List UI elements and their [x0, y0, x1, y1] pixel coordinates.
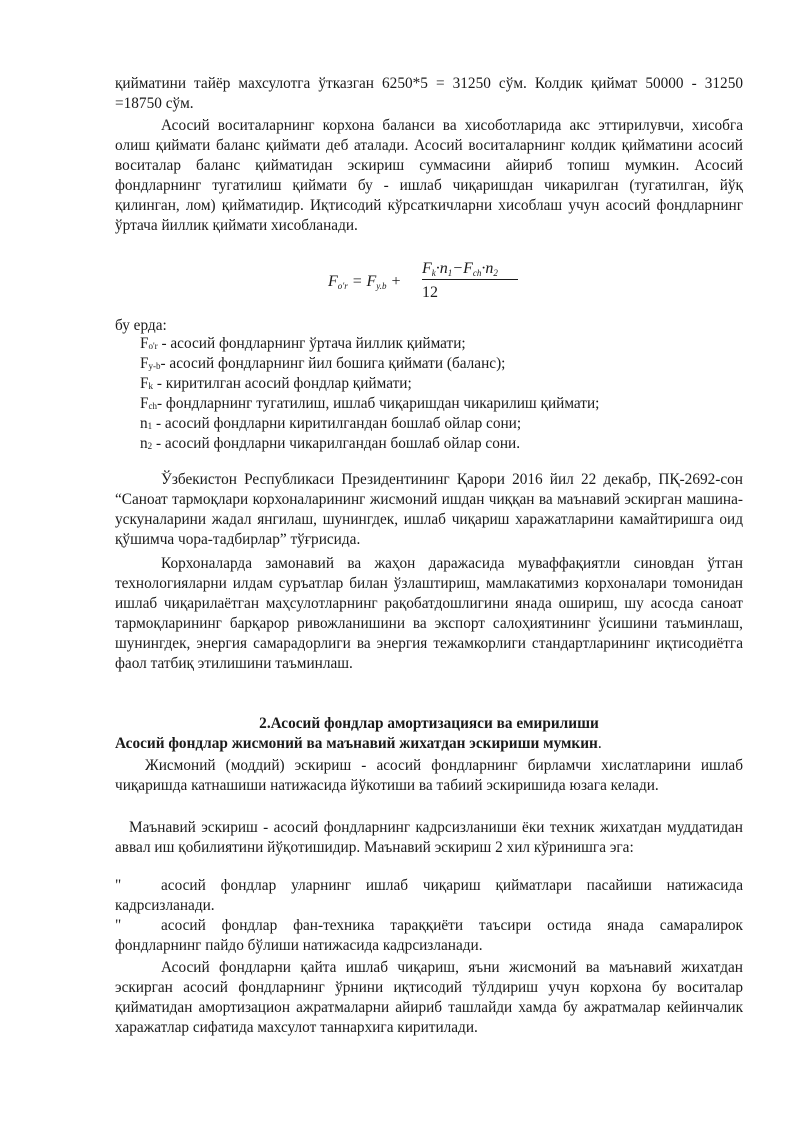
paragraph-reproduction: Асосий фондларни қайта ишлаб чиқариш, яъни жисмоний ва маънавий жихатдан эскирган асосий фондларнинг ўрнини иқтисодий тўлдириш учун корхона бу воситалар қийматидан амортизацион ажратмаларни айириб ташлайди хамда бу ажратмалар кейинчалик харажатлар сифатида махсулот таннархига киритилади.: [115, 959, 743, 1036]
section-subheading: Асосий фондлар жисмоний ва маънавий жихатдан эскириши мумкин.: [115, 735, 602, 752]
definitions-intro: бу ерда:: [115, 317, 167, 334]
bullet-item: асосий фондлар фан-техника тараққиёти таъсири остида янада самаралирок фондларнинг пайдо бўлиши натижасида кадрсизланади.: [115, 917, 743, 954]
definition-item: n2 - асосий фондларни чикарилгандан бошлаб ойлар сони.: [140, 435, 521, 452]
definition-item: n1 - асосий фондларни киритилгандан бошлаб ойлар сони;: [140, 415, 522, 432]
paragraph-moral-wear: Маънавий эскириш - асосий фондларнинг кадрсизланиши ёки техник жихатдан муддатидан аввал иш қобилиятини йўқотишидир. Маънавий эскириш 2 хил кўринишга эга:: [115, 819, 743, 856]
paragraph-physical-wear: Жисмоний (моддий) эскириш - асосий фондларнинг бирламчи хислатларини ишлаб чиқаришда катнашиши натижасида йўкотиши ва табиий эскиришида юзага келади.: [115, 757, 743, 794]
bullet-mark: ": [115, 877, 122, 894]
paragraph-presidential-decree: Ўзбекистон Республикаси Президентининг Қарори 2016 йил 22 декабр, ПҚ-2692-сон “Саноат тармоқлари корхоналарининг жисмоний ишдан чиққан ва маънавий эскирган машина-ускуналарини жадал янгилаш, шунингдек, ишлаб чиқариш харажатларини камайтиришга оид қўшимча чора-тадбирлар” тўғрисида.: [115, 471, 743, 548]
section-heading: 2.Асосий фондлар амортизацияси ва емирилиши: [259, 715, 599, 732]
formula-left-side: Fo'r = Fy.b +: [328, 273, 402, 291]
paragraph-balance-value: Асосий воситаларнинг корхона баланси ва хисоботларида акс эттирилувчи, хисобга олиш қиймати баланс қиймати деб аталади. Асосий воситаларнинг колдик қийматини асосий воситалар баланс қийматидан эскириш суммасини айириб топиш мумкин. Асосий фондларнинг тугатилиш қиймати бу - ишлаб чиқаришдан чикарилган (тугатилган, йўқ қилинган, лом) қийматидир. Иқтисодий кўрсаткичларни хисоблаш учун асосий фондларнинг ўртача йиллик қиймати хисобланади.: [115, 117, 743, 234]
definition-item: Fo'r - асосий фондларнинг ўртача йиллик қиймати;: [140, 335, 466, 352]
formula-denominator: 12: [422, 284, 438, 301]
definition-item: Fch- фондларнинг тугатилиш, ишлаб чиқаришдан чикарилиш қиймати;: [140, 395, 600, 412]
definition-item: Fk - киритилган асосий фондлар қиймати;: [140, 375, 412, 392]
bullet-item: асосий фондлар уларнинг ишлаб чиқариш қийматлари пасайиши натижасида кадрсизланади.: [115, 877, 743, 914]
bullet-mark: ": [115, 917, 122, 934]
paragraph-intro-calculation: қийматини тайёр махсулотга ўтказган 6250*5 = 31250 сўм. Колдик қиймат 50000 - 31250 =18750 сўм.: [115, 75, 743, 112]
definition-item: Fy-b- асосий фондларнинг йил бошига қиймати (баланс);: [140, 355, 506, 372]
formula-numerator: Fk·n1−Fch·n2: [422, 260, 498, 278]
paragraph-modern-technologies: Корхоналарда замонавий ва жаҳон даражасида муваффақиятли синовдан ўтган технологияларни илдам суръатлар билан ўзлаштириш, мамлакатимиз корхоналари томонидан ишлаб чиқарилаётган маҳсулотларнинг рақобатдошлигини янада ошириш, шу асосда саноат тармоқларининг барқарор ривожланишини ва экспорт салоҳиятининг ўсишини таъминлаш, шунингдек, энергия самарадорлиги ва энергия тежамкорлиги стандартларининг иқтисодиётга фаол татбиқ этилишини таъминлаш.: [115, 555, 743, 672]
symbol-definitions-list: [140, 334, 740, 454]
formula-fraction-bar: [422, 279, 518, 280]
